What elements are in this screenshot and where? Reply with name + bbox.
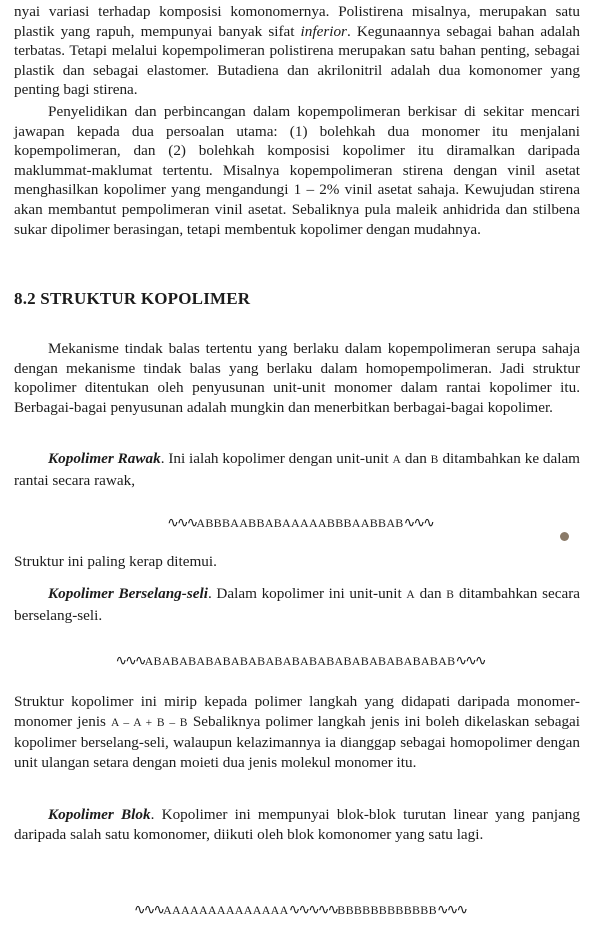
block-b-sequence: BBBBBBBBBBBB xyxy=(337,903,437,917)
block-a-sequence: AAAAAAAAAAAAAA xyxy=(163,903,289,917)
wavy-bond-icon: ∿∿∿ xyxy=(167,516,197,531)
wavy-bond-icon: ∿∿∿ xyxy=(403,516,433,531)
random-chain-sequence: ABBBAABBABAAAAABBBAABBAB xyxy=(196,516,404,530)
monomer-formula: A – A + B – B xyxy=(111,716,188,729)
rawak-text-1: . Ini ialah kopolimer dengan unit-unit xyxy=(160,450,393,467)
term-kopolimer-blok: Kopolimer Blok xyxy=(48,806,151,823)
unit-a-label: A xyxy=(406,589,415,601)
berselang-text-1: . Dalam kopolimer ini unit-unit xyxy=(207,585,407,602)
alternating-chain-sequence: ABABABABABABABABABABABABABABABABABAB xyxy=(144,654,456,668)
paragraph-komposisi-text: nyai variasi terhadap komposisi komonomernya. Polistirena misalnya, merupakan satu plastik yang rapuh, mempunyai banyak sifat xyxy=(14,3,580,40)
langkah-text-1: Struktur kopolimer ini mirip kepada polimer langkah yang didapati daripada monomer-monomer jenis xyxy=(14,693,580,730)
term-kopolimer-berselang-seli: Kopolimer Berselang-seli xyxy=(48,585,208,602)
unit-b-label: B xyxy=(430,454,439,466)
term-kopolimer-rawak: Kopolimer Rawak xyxy=(48,450,161,467)
paragraph-mekanisme: Mekanisme tindak balas tertentu yang berlaku dalam kopempolimeran serupa sahaja dengan mekanisme tindak balas yang berlaku dalam homopempolimeran. Jadi struktur kopolimer ditentukan oleh penyusunan unit-unit monomer dalam rantai kopolimer itu. Berbagai-bagai penyusunan adalah mungkin dan menerbitkan berbagai-bagai kopolimer. xyxy=(14,340,580,416)
wavy-bond-icon: ∿∿∿ xyxy=(455,654,485,669)
wavy-bond-icon: ∿∿∿ xyxy=(133,903,164,918)
block-copolymer-chain xyxy=(0,902,600,919)
wavy-bond-icon: ∿∿∿ xyxy=(436,903,467,918)
section-heading: 8.2 STRUKTUR KOPOLIMER xyxy=(14,289,251,308)
paragraph-komposisi xyxy=(14,2,580,100)
paragraph-polimer-langkah xyxy=(14,692,580,772)
rawak-text-2: dan xyxy=(401,450,431,467)
paragraph-paling-kerap: Struktur ini paling kerap ditemui. xyxy=(14,553,217,570)
rawak-text-3: ditambahkan ke dalam rantai secara rawak, xyxy=(14,450,580,489)
emphasis-inferior: inferior xyxy=(300,22,347,40)
blok-text: . Kopolimer ini mempunyai blok-blok turutan linear yang panjang daripada salah satu komonomer, diikuti oleh blok komonomer yang satu lagi. xyxy=(14,806,580,843)
paragraph-kopolimer-blok xyxy=(14,805,580,844)
paragraph-kopolimer-berselang xyxy=(14,584,580,625)
langkah-text-2: Sebaliknya polimer langkah jenis ini boleh dikelaskan sebagai kopolimer berselang-seli, walaupun kelazimannya ia dianggap sebagai homopolimer dengan unit ulangan setara dengan moieti dua jenis molekul monomer itu. xyxy=(14,712,581,771)
berselang-text-3: ditambahkan secara berselang-seli. xyxy=(14,585,580,624)
unit-b-label: B xyxy=(446,589,455,601)
paragraph-penyelidikan: Penyelidikan dan perbincangan dalam kopempolimeran berkisar di sekitar mencari jawapan kepada dua persoalan utama: (1) bolehkah dua monomer itu menjalani kopempolimeran, dan (2) bolehkah komposisi kopolimer itu diramalkan daripada maklummat-maklumat tertentu. Misalnya kopempolimeran stirena dengan vinil asetat menghasilkan kopolimer yang mengandungi 1 – 2% vinil asetat sahaja. Kewujudan stirena akan membantut pempolimeran vinil asetat. Sebaliknya pula maleik anhidrida dan stilbena sukar dipolimer berasingan, tetapi membentuk kopolimer dengan mudahnya. xyxy=(14,103,580,238)
paragraph-kopolimer-rawak xyxy=(14,449,580,490)
unit-a-label: A xyxy=(392,454,402,466)
wavy-bond-icon: ∿∿∿ xyxy=(115,654,145,669)
random-copolymer-chain xyxy=(0,515,600,532)
alternating-copolymer-chain xyxy=(0,653,600,670)
wavy-bond-icon: ∿∿∿∿∿ xyxy=(288,903,338,918)
berselang-text-2: dan xyxy=(414,585,447,602)
ink-speck xyxy=(560,532,569,541)
paragraph-komposisi-end: . Kegunaannya sebagai bahan adalah terbatas. Tetapi melalui kopempolimeran polistirena merupakan satu bahan penting, sebagai plastik dan sebagai elastomer. Butadiena dan akrilonitril adalah dua komonomer yang penting bagi stirena. xyxy=(14,22,580,99)
